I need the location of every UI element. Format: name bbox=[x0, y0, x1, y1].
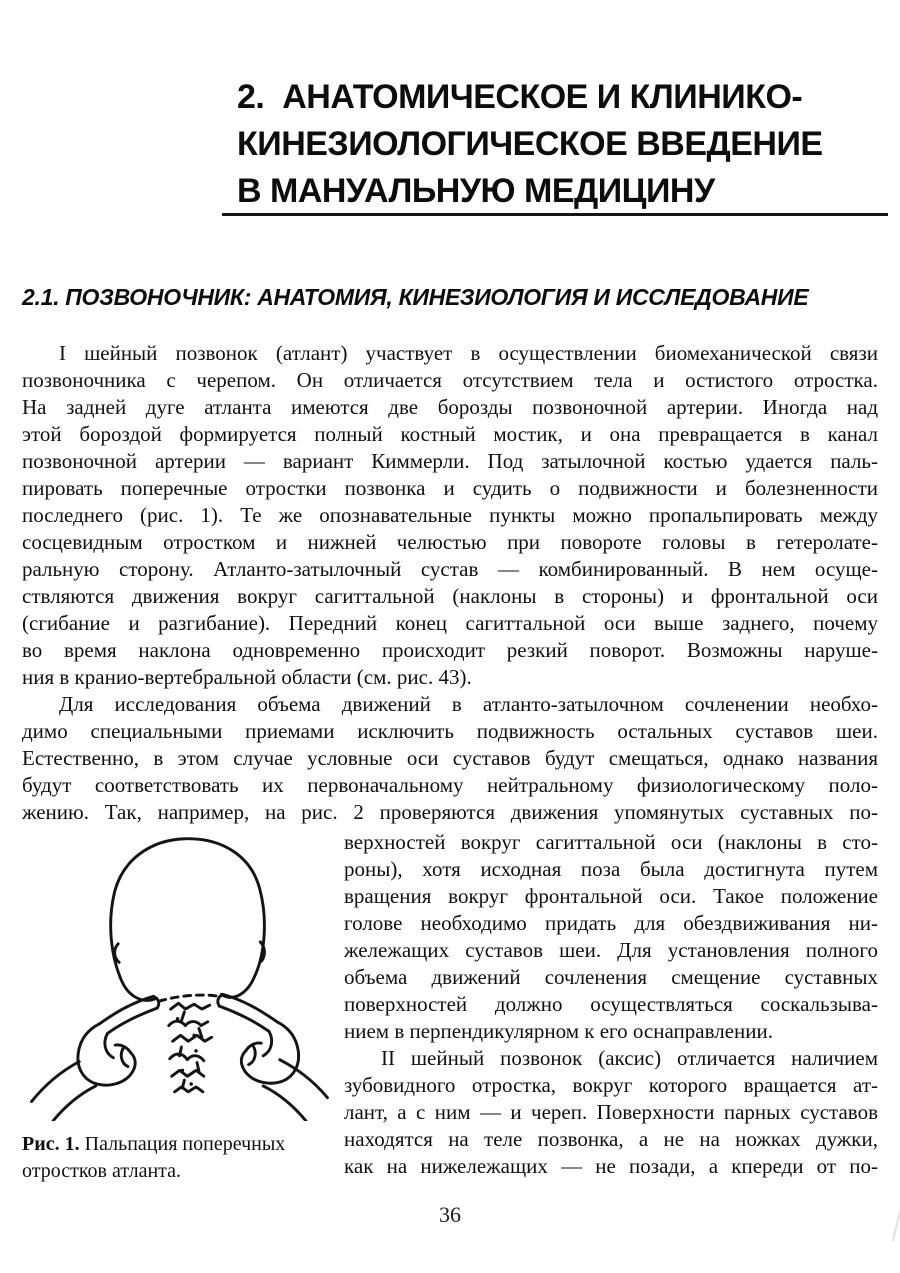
paragraph-2-line: Для исследования объема движений в атланто-затылочном сочленении необхо- bbox=[59, 692, 878, 716]
head-outline bbox=[111, 839, 265, 1002]
paragraph-3-line: как на нижележащих — не позади, а кпереди от по- bbox=[344, 1154, 878, 1178]
paragraph-2-line: димо специальными приемами исключить подвижность остальных суставов шеи. bbox=[22, 719, 878, 743]
figure-1-caption-text: Пальпация поперечных отростков атланта. bbox=[22, 1133, 286, 1182]
chapter-title-line: КИНЕЗИОЛОГИЧЕСКОЕ ВВЕДЕНИЕ bbox=[237, 125, 823, 163]
cervical-spine-column bbox=[169, 1003, 212, 1092]
paragraph-1-line: пировать поперечные отростки позвонка и судить о подвижности и болезненности bbox=[22, 476, 878, 500]
paragraph-3-wrapped bbox=[344, 1045, 878, 1180]
paragraph-1-line: этой бороздой формируется полный костный мостик, и она превращается в канал bbox=[22, 422, 878, 446]
chapter-title bbox=[237, 74, 897, 215]
paragraph-2-wrap-line: нием в перпендикулярном к его оснаправлении. bbox=[344, 1019, 773, 1043]
paragraph-2-wrap-line: верхностей вокруг сагиттальной оси (наклоны в сто- bbox=[344, 830, 878, 854]
figure-column bbox=[22, 829, 340, 1185]
figure-1-drawing bbox=[22, 829, 337, 1121]
paragraph-1-line: позвоночника с черепом. Он отличается отсутствием тела и остистого отростка. bbox=[22, 368, 878, 392]
page-number: 36 bbox=[439, 1202, 461, 1227]
paragraph-1-line: На задней дуге атланта имеются две борозды позвоночной артерии. Иногда над bbox=[22, 395, 878, 419]
left-index-finger bbox=[100, 996, 154, 1023]
chapter-title-line: В МАНУАЛЬНУЮ МЕДИЦИНУ bbox=[237, 172, 715, 210]
paragraph-1-line: последнего (рис. 1). Те же опознавательные пункты можно пропальпировать между bbox=[22, 503, 878, 527]
paragraph-2-wrap-line: объема движений сочленения смещение суставных bbox=[344, 965, 878, 989]
paragraph-1-line: ния в кранио-вертебральной области (см. рис. 43). bbox=[22, 665, 472, 689]
paragraph-1-line: (сгибание и разгибание). Передний конец сагиттальной оси выше заднего, почему bbox=[22, 611, 878, 635]
paragraph-2-wrap-line: голове необходимо придать для обездвиживания ни- bbox=[344, 911, 878, 935]
paragraph-2-wrap-line: вращения вокруг фронтальной оси. Такое положение bbox=[344, 884, 878, 908]
paragraph-3-line: II шейный позвонок (аксис) отличается наличием bbox=[381, 1046, 878, 1070]
palpation-drawing-svg bbox=[22, 829, 337, 1121]
paragraph-2-wrap-line: роны), хотя исходная поза была достигнута путем bbox=[344, 857, 878, 881]
paragraph-1-line: ральную сторону. Атланто-затылочный сустав — комбинированный. В нем осуще- bbox=[22, 557, 878, 581]
right-hand bbox=[218, 994, 328, 1121]
figure-1-caption-label: Рис. 1. bbox=[22, 1133, 80, 1155]
left-ear-icon bbox=[115, 944, 120, 962]
paragraph-2-wrap-line: жележащих суставов шеи. Для установления полного bbox=[344, 938, 878, 962]
paragraph-3-line: находятся на теле позвонка, а не на ножках дужки, bbox=[344, 1127, 878, 1151]
section-heading: 2.1. ПОЗВОНОЧНИК: АНАТОМИЯ, КИНЕЗИОЛОГИЯ И ИССЛЕДОВАНИЕ bbox=[22, 284, 809, 310]
chapter-title-line: 2. АНАТОМИЧЕСКОЕ И КЛИНИКО- bbox=[237, 78, 803, 116]
paragraph-2-line: Естественно, в этом случае условные оси суставов будут смещаться, однако названия bbox=[22, 746, 878, 770]
paragraph-2-full-width bbox=[22, 691, 878, 826]
paragraph-1-line: во время наклона одновременно происходит резкий поворот. Возможны наруше- bbox=[22, 638, 878, 662]
paragraph-1-line: сосцевидным отростком и нижней челюстью при повороте головы в гетеролате- bbox=[22, 530, 878, 554]
paragraph-2-line: жению. Так, например, на рис. 2 проверяются движения упомянутых суставных по- bbox=[22, 800, 878, 824]
wrapped-text-column bbox=[340, 829, 878, 1185]
left-forearm bbox=[32, 1062, 80, 1102]
right-index-finger bbox=[223, 994, 277, 1021]
paragraph-2-wrap-line: поверхностей должно осуществляться соскальзыва- bbox=[344, 992, 878, 1016]
left-hand bbox=[32, 996, 159, 1121]
figure-text-wrap-row bbox=[22, 829, 878, 1185]
paragraph-1-line: I шейный позвонок (атлант) участвует в осуществлении биомеханической связи bbox=[59, 341, 878, 365]
paragraph-2-line: будут соответствовать их первоначальному нейтральному физиологическому поло- bbox=[22, 773, 878, 797]
title-underline-rule bbox=[222, 213, 888, 216]
figure-1-caption bbox=[22, 1131, 336, 1185]
paragraph-1 bbox=[22, 340, 878, 691]
paragraph-1-line: ствляются движения вокруг сагиттальной (наклоны в стороны) и фронтальной оси bbox=[22, 584, 878, 608]
paragraph-1-line: позвоночной артерии — вариант Киммерли. Под затылочной костью удается паль- bbox=[22, 449, 878, 473]
body-text bbox=[22, 340, 878, 1185]
paragraph-3-line: лант, а с ним — и череп. Поверхности парных суставов bbox=[344, 1100, 878, 1124]
skull-base-dotted-line bbox=[159, 995, 219, 1001]
paragraph-2-wrapped bbox=[344, 829, 878, 1045]
paragraph-3-line: зубовидного отростка, вокруг которого вращается ат- bbox=[344, 1073, 878, 1097]
